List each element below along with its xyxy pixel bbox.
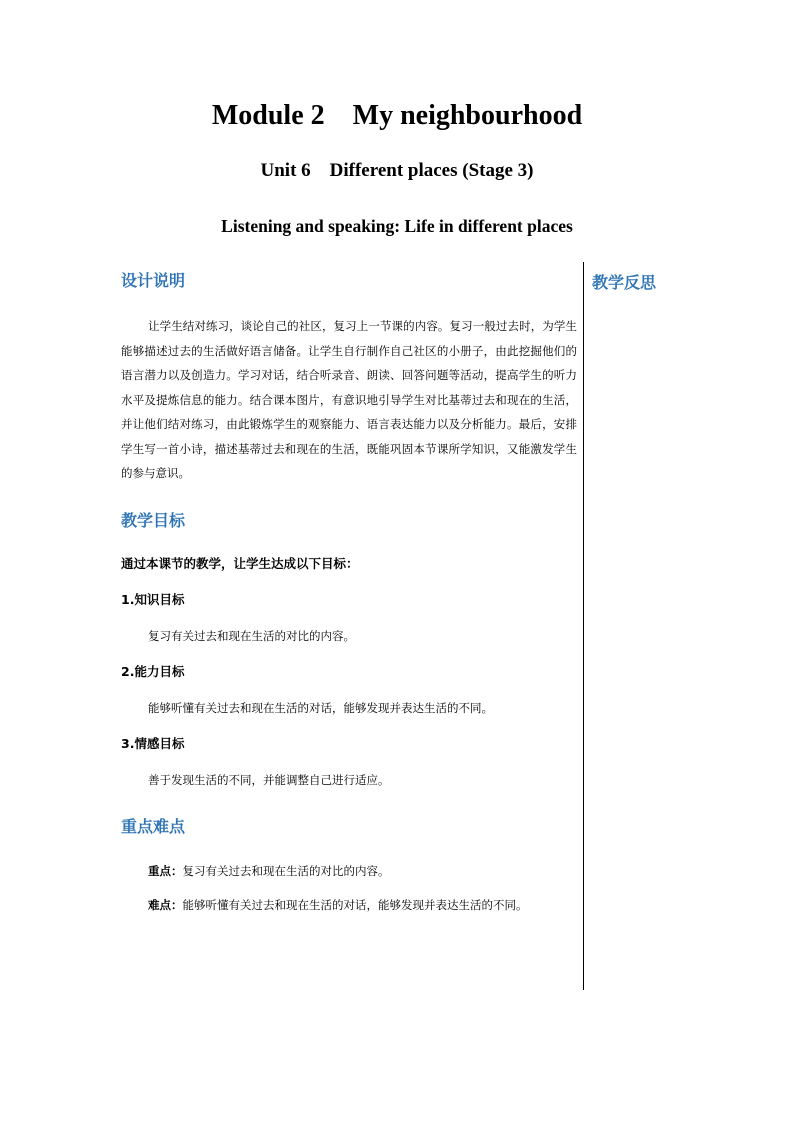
focus-point	[121, 859, 577, 883]
keypoints-heading: 重点难点	[121, 816, 186, 836]
objective-title-knowledge: 1.知识目标	[121, 591, 185, 607]
focus-text: 复习有关过去和现在生活的对比的内容。	[182, 863, 390, 878]
difficulty-point	[121, 893, 577, 917]
unit-title: Unit 6 Different places (Stage 3)	[260, 160, 534, 181]
objective-title-emotion: 3.情感目标	[121, 735, 185, 751]
difficulty-label: 难点：	[148, 897, 183, 912]
objectives-heading: 教学目标	[121, 510, 186, 530]
design-paragraph: 让学生结对练习，谈论自己的社区，复习上一节课的内容。复习一般过去时，为学生能够描述过去的生活做好语言储备。让学生自行制作自己社区的小册子，由此挖掘他们的语言潜力以及创造力。学习对话，结合听录音、朗读、回答问题等活动，提高学生的听力水平及提炼信息的能力。结合课本图片，有意识地引导学生对比基蒂过去和现在的生活，并让他们结对练习，由此锻炼学生的观察能力、语言表达能力以及分析能力。最后，安排学生写一首小诗，描述基蒂过去和现在的生活，既能巩固本节课所学知识，又能激发学生的参与意识。	[121, 319, 577, 480]
lesson-title: Listening and speaking: Life in different places	[221, 216, 573, 236]
design-heading: 设计说明	[121, 271, 186, 290]
objective-title-ability: 2.能力目标	[121, 663, 185, 679]
objective-text-ability: 能够听懂有关过去和现在生活的对话，能够发现并表达生活的不同。	[148, 700, 493, 715]
column-divider	[583, 262, 584, 990]
focus-label: 重点：	[148, 863, 183, 878]
objective-text-emotion: 善于发现生活的不同，并能调整自己进行适应。	[148, 772, 390, 787]
difficulty-text: 能够听懂有关过去和现在生活的对话，能够发现并表达生活的不同。	[182, 897, 528, 912]
objectives-intro: 通过本课节的教学，让学生达成以下目标：	[121, 555, 359, 571]
reflection-heading: 教学反思	[592, 273, 657, 292]
main-column	[121, 270, 577, 917]
page-title: Module 2 My neighbourhood	[211, 100, 583, 131]
objective-text-knowledge: 复习有关过去和现在生活的对比的内容。	[148, 628, 355, 643]
